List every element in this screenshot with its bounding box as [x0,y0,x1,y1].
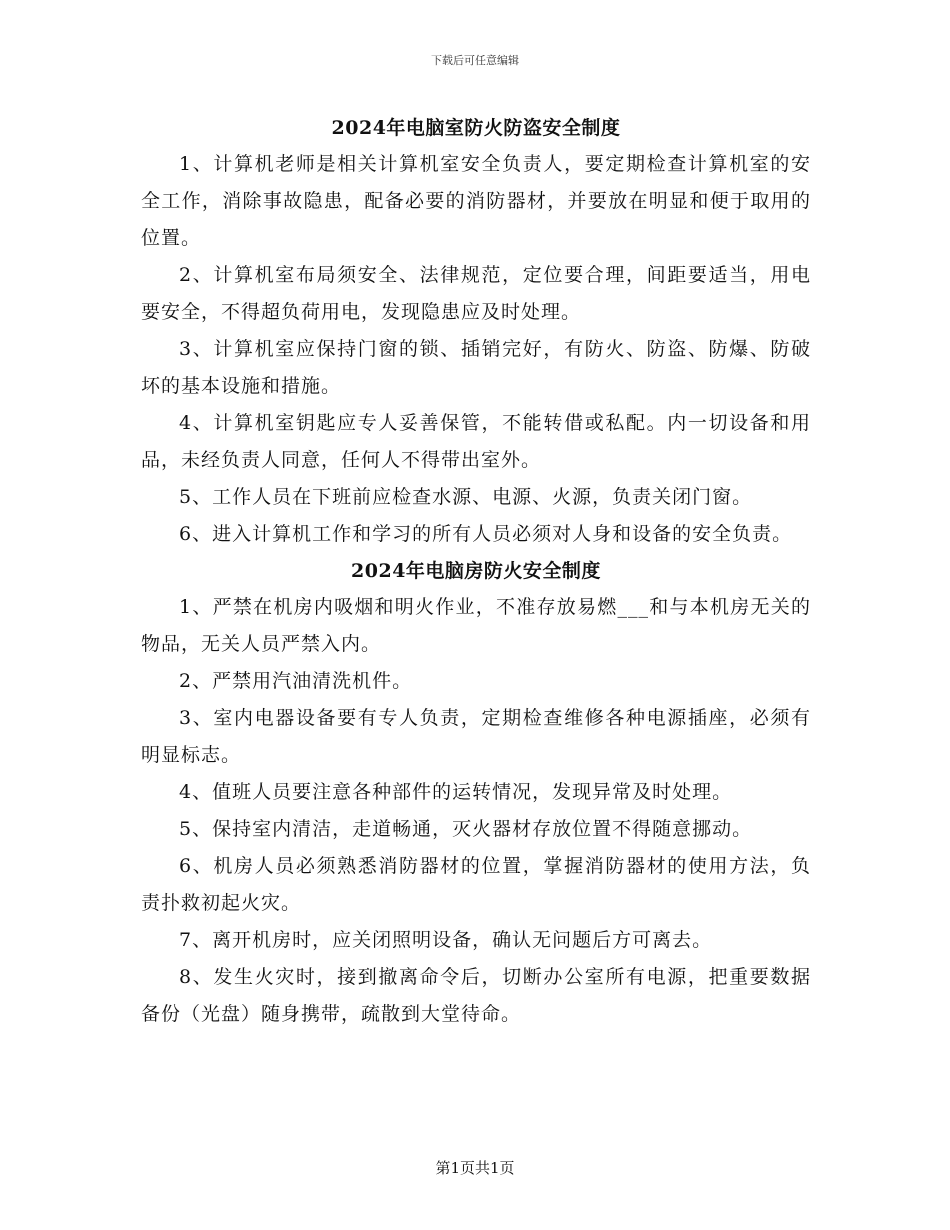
paragraph: 6、机房人员必须熟悉消防器材的位置，掌握消防器材的使用方法，负责扑救初起火灾。 [141,855,811,914]
section-title-1: 2024年电脑室防火防盗安全制度 [331,117,621,139]
paragraph: 7、离开机房时，应关闭照明设备，确认无问题后方可离去。 [179,929,713,951]
paragraph: 8、发生火灾时，接到撤离命令后，切断办公室所有电源，把重要数据备份（光盘）随身携带，疏散到大堂待命。 [141,966,811,1025]
paragraph: 5、保持室内清洁，走道畅通，灭火器材存放位置不得随意挪动。 [179,818,753,840]
paragraph: 1、计算机老师是相关计算机室安全负责人，要定期检查计算机室的安全工作，消除事故隐患，配备必要的消防器材，并要放在明显和便于取用的位置。 [141,153,811,249]
paragraph: 3、室内电器设备要有专人负责，定期检查维修各种电源插座，必须有明显标志。 [141,707,811,766]
section-title-2: 2024年电脑房防火安全制度 [351,560,601,582]
paragraph: 5、工作人员在下班前应检查水源、电源、火源，负责关闭门窗。 [179,486,753,508]
paragraph: 6、进入计算机工作和学习的所有人员必须对人身和设备的安全负责。 [179,523,793,545]
page-footer: 第1页共1页 [435,1159,515,1177]
header-note: 下载后可任意编辑 [431,54,519,67]
paragraph: 1、严禁在机房内吸烟和明火作业，不准存放易燃___和与本机房无关的物品，无关人员严禁入内。 [141,596,811,655]
paragraph: 2、计算机室布局须安全、法律规范，定位要合理，间距要适当，用电要安全，不得超负荷用电，发现隐患应及时处理。 [141,264,811,323]
document-body [141,110,811,1033]
paragraph: 4、值班人员要注意各种部件的运转情况，发现异常及时处理。 [179,781,733,803]
paragraph: 4、计算机室钥匙应专人妥善保管，不能转借或私配。内一切设备和用品，未经负责人同意，任何人不得带出室外。 [141,412,811,471]
paragraph: 2、严禁用汽油清洗机件。 [179,670,413,692]
paragraph: 3、计算机室应保持门窗的锁、插销完好，有防火、防盗、防爆、防破坏的基本设施和措施。 [141,338,811,397]
